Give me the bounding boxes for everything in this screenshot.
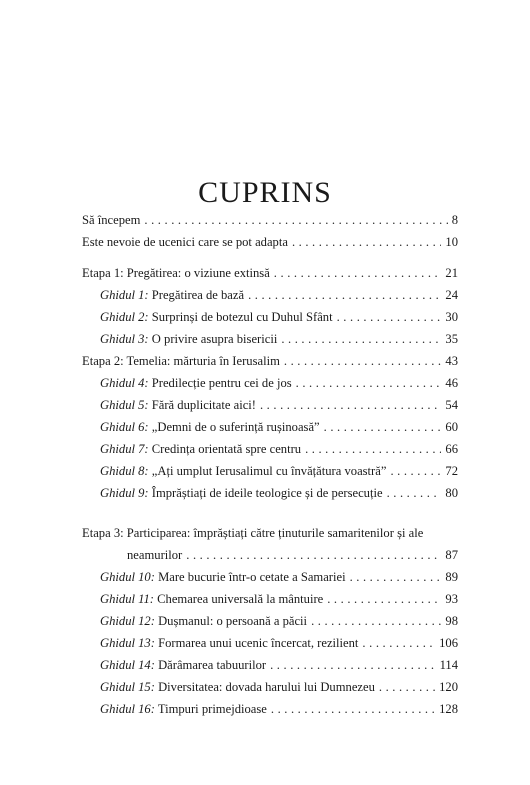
toc-entry — [82, 394, 458, 416]
dot-leader — [281, 328, 441, 350]
dot-leader — [270, 654, 435, 676]
guide-label: Ghidul 2: — [100, 310, 149, 324]
toc-entry — [82, 632, 458, 654]
toc-page-number: 128 — [439, 702, 458, 716]
dot-leader — [362, 632, 435, 654]
toc-entry — [82, 438, 458, 460]
toc-section-heading — [82, 262, 458, 284]
toc-entry-text: Dărâmarea tabuurilor — [154, 658, 267, 672]
toc-page-number: 46 — [445, 376, 458, 390]
dot-leader — [390, 460, 441, 482]
toc-page-number: 10 — [445, 235, 458, 249]
toc-entry-text: O privire asupra bisericii — [148, 332, 278, 346]
toc-entry — [82, 372, 458, 394]
toc-entry — [82, 460, 458, 482]
dot-leader — [144, 209, 447, 231]
guide-label: Ghidul 13: — [100, 636, 155, 650]
dot-leader — [337, 306, 442, 328]
toc-page-number: 87 — [445, 548, 458, 562]
toc-entry-text: Să începem — [82, 213, 141, 227]
dot-leader — [350, 566, 442, 588]
dot-leader — [327, 588, 441, 610]
toc-page-number: 98 — [445, 614, 458, 628]
toc-entry-text: Timpuri primejdioase — [154, 702, 267, 716]
guide-label: Ghidul 9: — [100, 486, 149, 500]
dot-leader — [305, 438, 441, 460]
toc-entry-text: Mare bucurie într-o cetate a Samariei — [154, 570, 346, 584]
dot-leader — [284, 350, 442, 372]
guide-label: Ghidul 10: — [100, 570, 155, 584]
toc-entry — [82, 209, 458, 231]
toc-page-number: 8 — [451, 213, 458, 227]
dot-leader — [271, 698, 435, 720]
toc-entry-text: Formarea unui ucenic încercat, rezilient — [154, 636, 359, 650]
toc-entry-text: Dușmanul: o persoană a păcii — [154, 614, 308, 628]
toc-entry — [82, 566, 458, 588]
toc-entry — [82, 284, 458, 306]
dot-leader — [379, 676, 435, 698]
toc-page-number: 72 — [445, 464, 458, 478]
toc-entry — [82, 231, 458, 253]
toc-page-number: 106 — [439, 636, 458, 650]
toc-page-number: 66 — [445, 442, 458, 456]
toc-page-number: 21 — [445, 266, 458, 280]
dot-leader — [311, 610, 441, 632]
toc-entry-text: Etapa 3: Participarea: împrăștiați către ținuturile samaritenilor și ale — [82, 526, 424, 540]
toc-page-number: 93 — [445, 592, 458, 606]
toc-page-number: 54 — [445, 398, 458, 412]
toc-page-number: 43 — [445, 354, 458, 368]
toc-entry-text: „Demni de o suferință rușinoasă” — [148, 420, 320, 434]
dot-leader — [260, 394, 441, 416]
guide-label: Ghidul 8: — [100, 464, 149, 478]
toc-entry — [82, 482, 458, 504]
toc-page-number: 120 — [439, 680, 458, 694]
toc-page-number: 114 — [439, 658, 458, 672]
toc-entry — [82, 416, 458, 438]
toc-entry — [82, 328, 458, 350]
toc-page-number: 80 — [445, 486, 458, 500]
dot-leader — [387, 482, 442, 504]
guide-label: Ghidul 12: — [100, 614, 155, 628]
guide-label: Ghidul 7: — [100, 442, 149, 456]
toc-entry-text: Diversitatea: dovada harului lui Dumnezeu — [154, 680, 375, 694]
toc-entry-text: neamurilor — [127, 548, 183, 562]
dot-leader — [274, 262, 442, 284]
dot-leader — [186, 544, 441, 566]
dot-leader — [292, 231, 441, 253]
toc-section-heading — [82, 350, 458, 372]
toc-entry-text: Fără duplicitate aici! — [148, 398, 256, 412]
toc-entry — [82, 610, 458, 632]
toc-entry — [82, 588, 458, 610]
dot-leader — [324, 416, 442, 438]
toc-entry — [82, 698, 458, 720]
toc-entry — [82, 676, 458, 698]
guide-label: Ghidul 5: — [100, 398, 149, 412]
toc-entry-text: Credința orientată spre centru — [148, 442, 302, 456]
toc-page-number: 24 — [445, 288, 458, 302]
guide-label: Ghidul 3: — [100, 332, 149, 346]
toc-entry-text: Surprinși de botezul cu Duhul Sfânt — [148, 310, 333, 324]
guide-label: Ghidul 14: — [100, 658, 155, 672]
toc-page-number: 60 — [445, 420, 458, 434]
toc-page-number: 30 — [445, 310, 458, 324]
guide-label: Ghidul 4: — [100, 376, 149, 390]
toc-entry-text: Împrăștiați de ideile teologice și de persecuție — [148, 486, 383, 500]
toc-section-heading-continuation — [82, 544, 458, 566]
toc-entry-text: Etapa 1: Pregătirea: o viziune extinsă — [82, 266, 270, 280]
toc-entry-text: „Ați umplut Ierusalimul cu învățătura voastră” — [148, 464, 387, 478]
toc-entry-text: Predilecție pentru cei de jos — [148, 376, 292, 390]
table-of-contents — [82, 209, 458, 720]
toc-entry — [82, 654, 458, 676]
guide-label: Ghidul 6: — [100, 420, 149, 434]
toc-entry-text: Chemarea universală la mântuire — [153, 592, 324, 606]
toc-section-heading — [82, 522, 458, 544]
toc-page-number: 35 — [445, 332, 458, 346]
toc-entry — [82, 306, 458, 328]
toc-entry-text: Este nevoie de ucenici care se pot adapta — [82, 235, 288, 249]
dot-leader — [248, 284, 441, 306]
dot-leader — [296, 372, 442, 394]
page-title: CUPRINS — [198, 176, 332, 210]
guide-label: Ghidul 11: — [100, 592, 154, 606]
guide-label: Ghidul 15: — [100, 680, 155, 694]
toc-entry-text: Etapa 2: Temelia: mărturia în Ierusalim — [82, 354, 280, 368]
guide-label: Ghidul 16: — [100, 702, 155, 716]
toc-page-number: 89 — [445, 570, 458, 584]
toc-entry-text: Pregătirea de bază — [148, 288, 245, 302]
guide-label: Ghidul 1: — [100, 288, 149, 302]
